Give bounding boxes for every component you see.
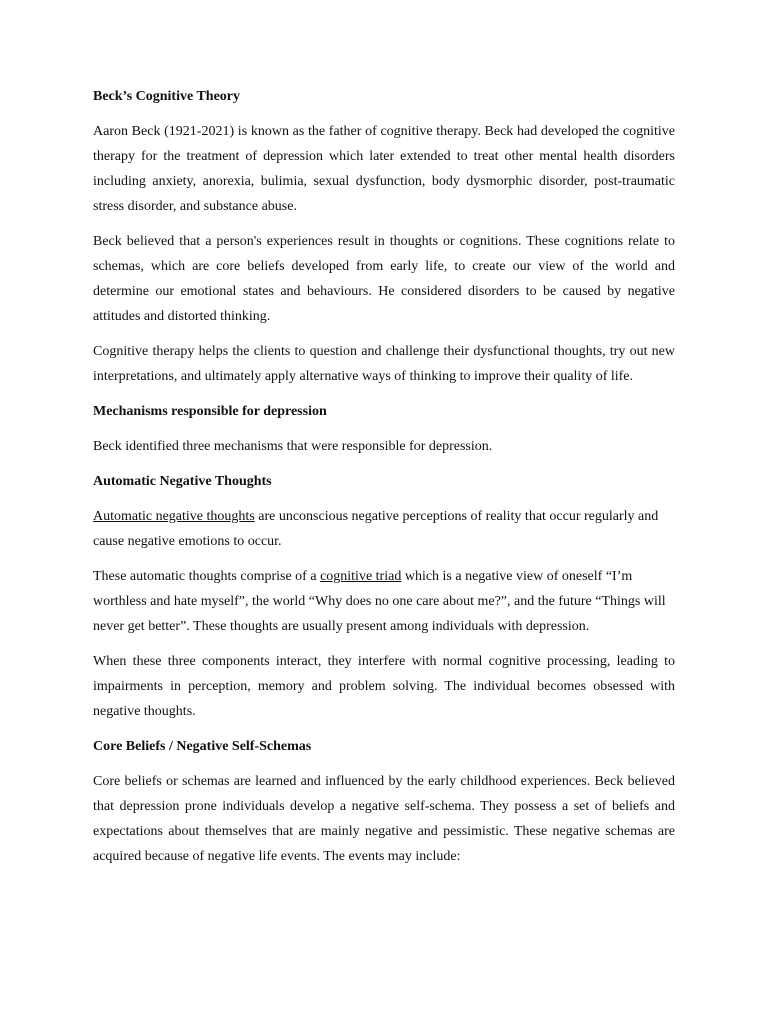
cognitive-triad-link[interactable]: cognitive triad: [320, 569, 402, 584]
mechanisms-heading: Mechanisms responsible for depression: [93, 404, 327, 419]
automatic-thoughts-paragraph: [93, 504, 675, 554]
mechanisms-paragraph: Beck identified three mechanisms that were responsible for depression.: [93, 439, 493, 454]
automatic-thoughts-text: are unconscious negative perceptions of reality that occur regularly and cause negative emotions to occur.: [93, 509, 659, 549]
document-page: [93, 84, 675, 879]
intro-paragraph: Aaron Beck (1921-2021) is known as the father of cognitive therapy. Beck had developed the cognitive therapy for the treatment of depression which later extended to treat other mental health disorders including anxiety, anorexia, bulimia, sexual dysfunction, body dysmorphic disorder, post-traumatic stress disorder, and substance abuse.: [93, 124, 675, 214]
beliefs-paragraph: Beck believed that a person's experiences result in thoughts or cognitions. These cognitions relate to schemas, which are core beliefs developed from early life, to create our view of the world and determine our emotional states and behaviours. He considered disorders to be caused by negative attitudes and distorted thinking.: [93, 234, 675, 324]
document-title: Beck’s Cognitive Theory: [93, 89, 240, 104]
therapy-paragraph: Cognitive therapy helps the clients to question and challenge their dysfunctional thoughts, try out new interpretations, and ultimately apply alternative ways of thinking to improve their quality of life.: [93, 344, 675, 384]
triad-text-after: which is a negative view of oneself “I’m worthless and hate myself”, the world “Why does no one care about me?”, and the future “Things will never get better”. These thoughts are usually present among individuals with depression.: [93, 569, 666, 634]
cognitive-triad-paragraph: [93, 564, 675, 639]
automatic-thoughts-heading: Automatic Negative Thoughts: [93, 474, 272, 489]
core-beliefs-heading: Core Beliefs / Negative Self-Schemas: [93, 739, 312, 754]
triad-text-before: These automatic thoughts comprise of a: [93, 569, 321, 584]
interaction-paragraph: When these three components interact, they interfere with normal cognitive processing, leading to impairments in perception, memory and problem solving. The individual becomes obsessed with negative thoughts.: [93, 654, 675, 719]
automatic-negative-thoughts-link[interactable]: Automatic negative thoughts: [93, 509, 255, 524]
core-beliefs-paragraph: Core beliefs or schemas are learned and influenced by the early childhood experiences. Beck believed that depression prone individuals develop a negative self-schema. They possess a set of beliefs and expectations about themselves that are mainly negative and pessimistic. These negative schemas are acquired because of negative life events. The events may include:: [93, 774, 675, 864]
